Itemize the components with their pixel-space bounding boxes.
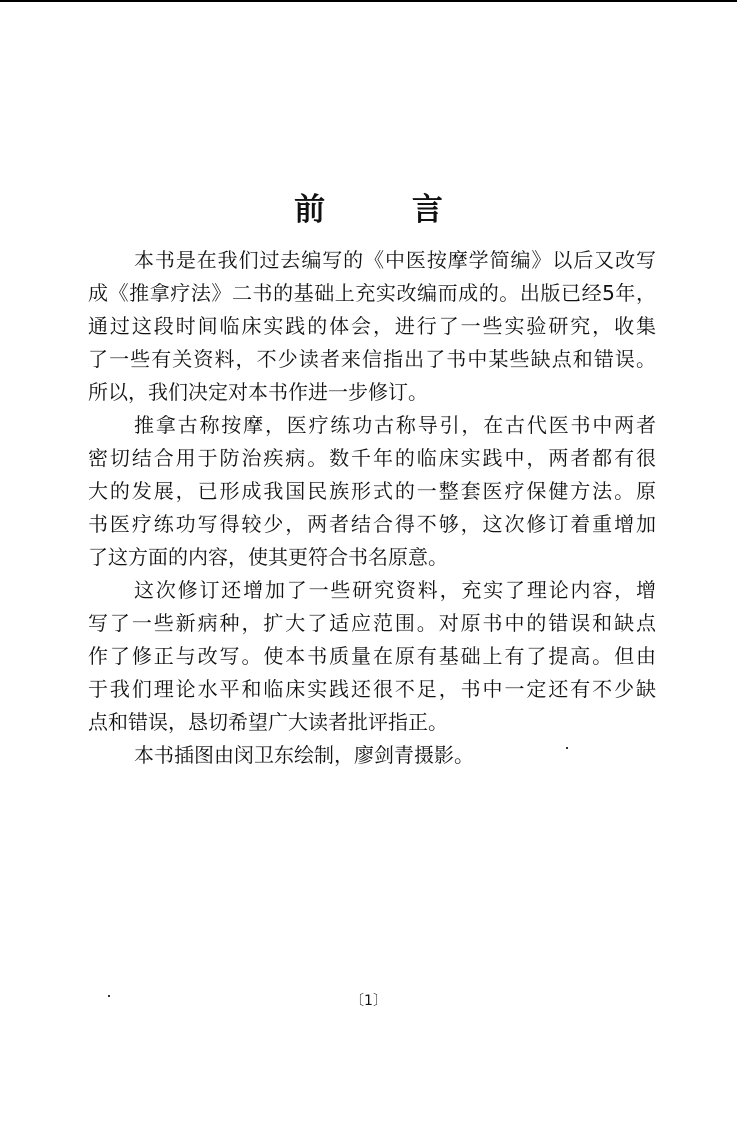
paragraph — [88, 244, 656, 409]
text-line: 了一些有关资料，不少读者来信指出了书中某些缺点和错误。 — [88, 347, 656, 371]
text-line: 作了修正与改写。使本书质量在原有基础上有了提高。但由 — [88, 644, 656, 668]
text-line: 点和错误，恳切希望广大读者批评指正。 — [88, 710, 448, 734]
paragraph — [88, 574, 656, 739]
page-title: 前 言 — [294, 192, 481, 228]
text-line: 这次修订还增加了一些研究资料，充实了理论内容，增 — [134, 578, 656, 602]
text-line: 本书是在我们过去编写的《中医按摩学简编》以后又改写 — [134, 248, 656, 272]
text-line: 了这方面的内容，使其更符合书名原意。 — [88, 545, 448, 569]
text-line: 密切结合用于防治疾病。数千年的临床实践中，两者都有很 — [88, 446, 656, 470]
page-number: 〔1〕 — [350, 993, 387, 1009]
text-line: 通过这段时间临床实践的体会，进行了一些实验研究，收集 — [88, 314, 656, 338]
text-line: 成《推拿疗法》二书的基础上充实改编而成的。出版已经5年， — [88, 281, 656, 305]
text-line: 于我们理论水平和临床实践还很不足，书中一定还有不少缺 — [88, 677, 656, 701]
text-line: 大的发展，已形成我国民族形式的一整套医疗保健方法。原 — [88, 479, 656, 503]
scan-border — [0, 0, 737, 2]
scan-speck — [566, 747, 568, 749]
preface-body — [88, 244, 656, 772]
paragraph — [88, 739, 656, 772]
text-line: 推拿古称按摩，医疗练功古称导引，在古代医书中两者 — [134, 413, 656, 437]
text-line: 本书插图由闵卫东绘制，廖剑青摄影。 — [134, 743, 474, 767]
text-line: 所以，我们决定对本书作进一步修订。 — [88, 380, 428, 404]
text-line: 书医疗练功写得较少，两者结合得不够，这次修订着重增加 — [88, 512, 656, 536]
text-line: 写了一些新病种，扩大了适应范围。对原书中的错误和缺点 — [88, 611, 656, 635]
paragraph — [88, 409, 656, 574]
